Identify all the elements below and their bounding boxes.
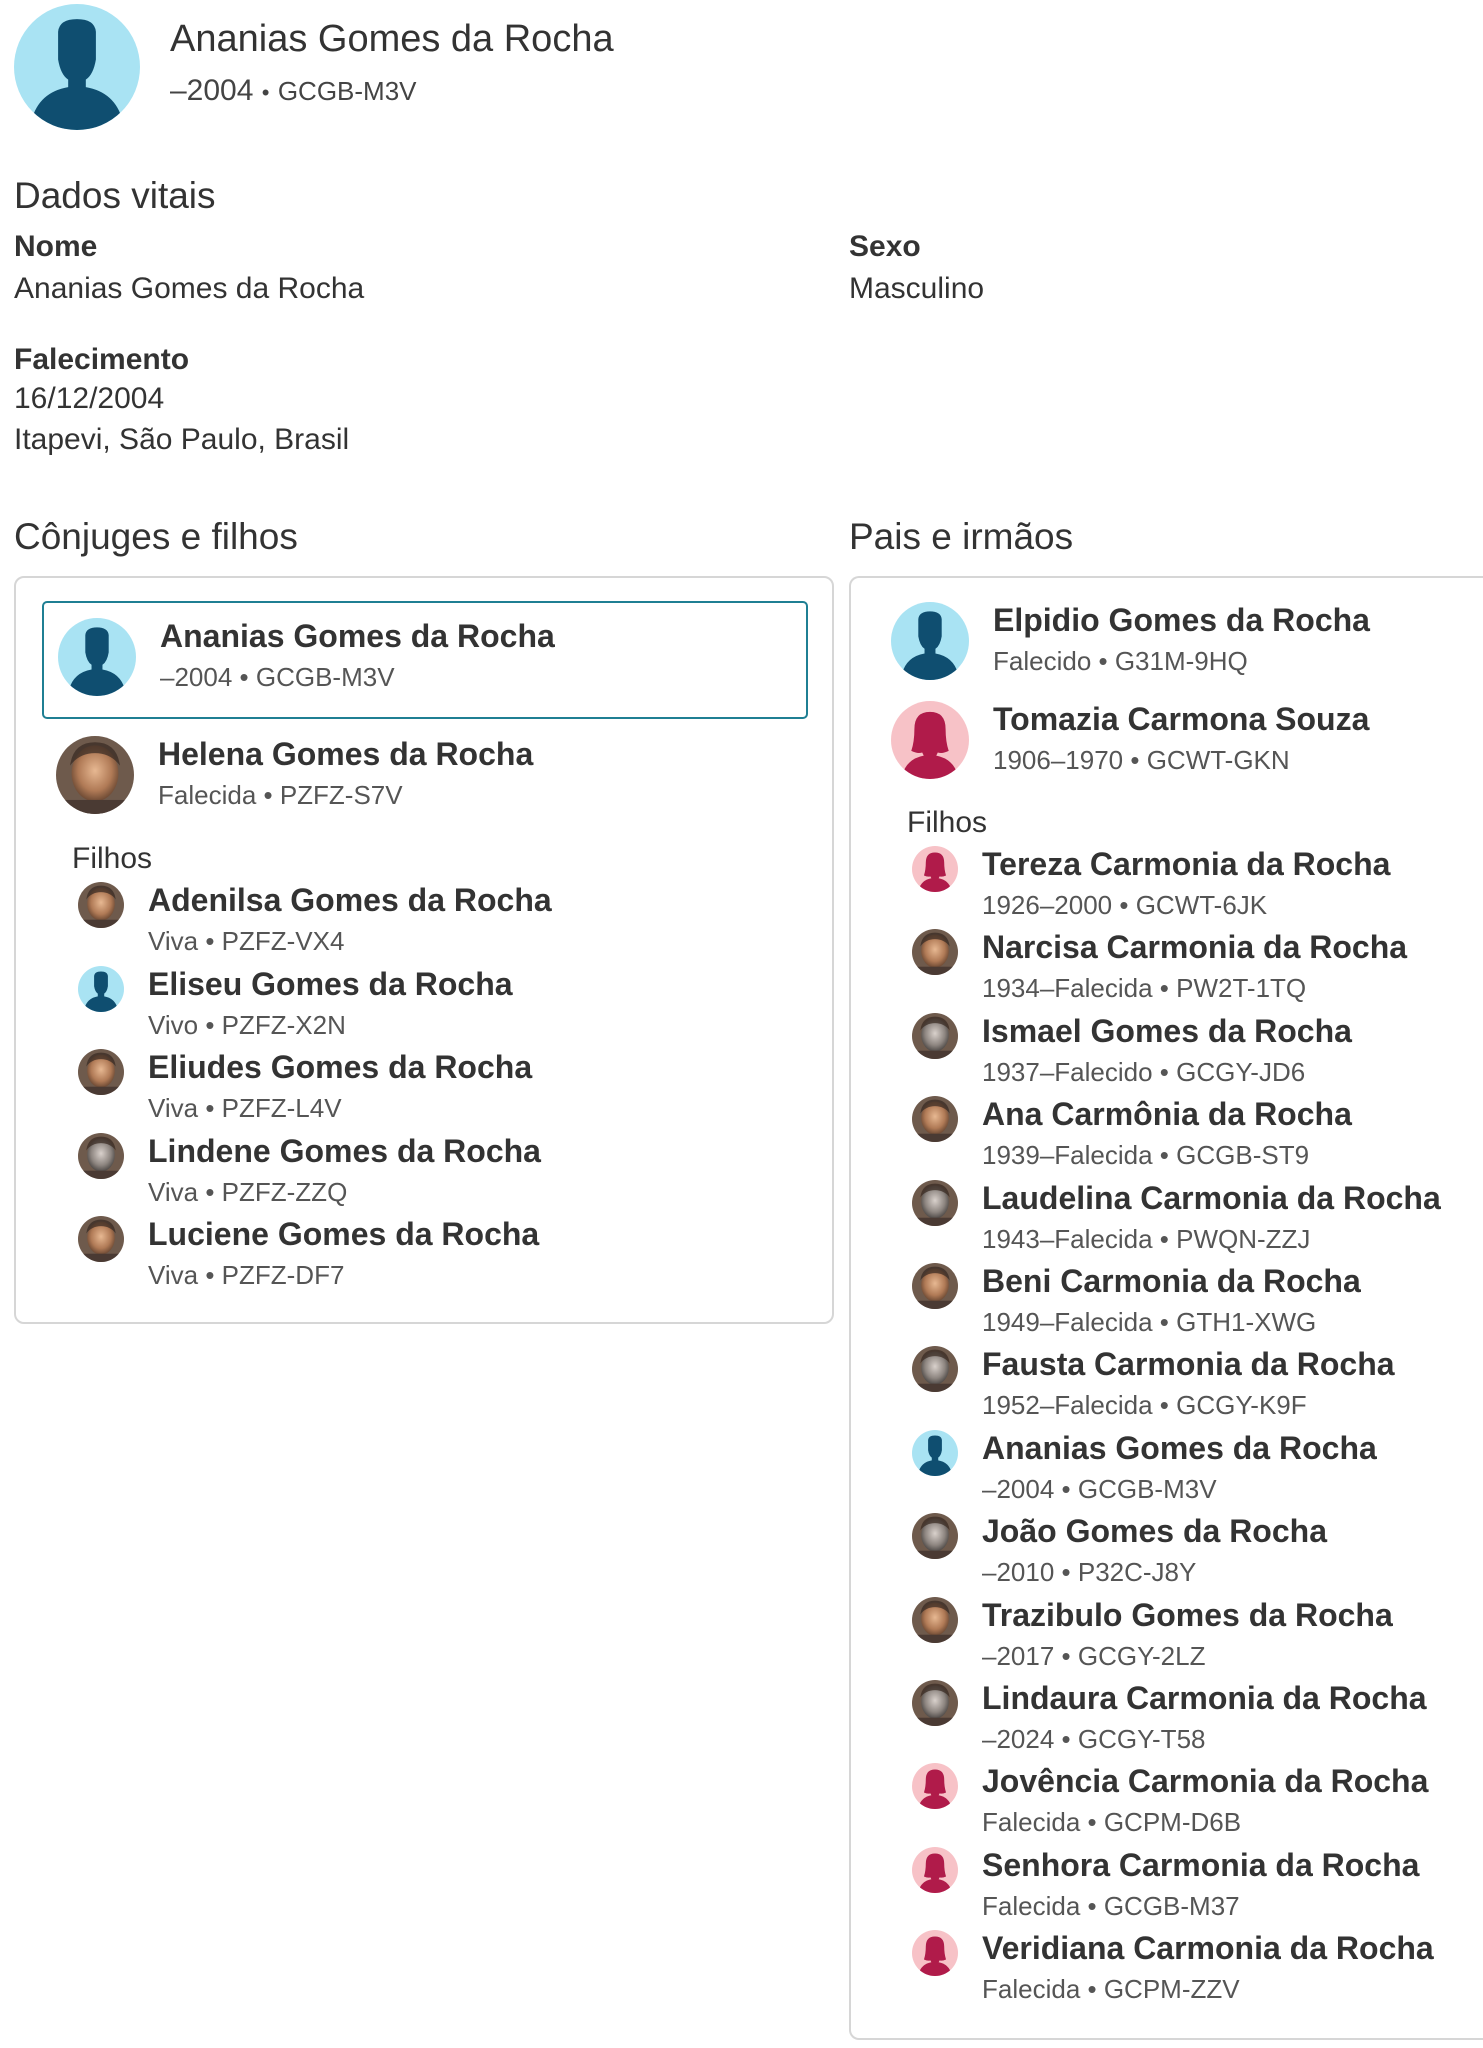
photo-avatar <box>78 1216 124 1262</box>
person-name[interactable]: Elpidio Gomes da Rocha <box>993 602 1370 638</box>
person-details: 1949–Falecida • GTH1-XWG <box>982 1307 1317 1337</box>
person-details: –2004 • GCGB-M3V <box>160 662 395 692</box>
person-name[interactable]: Trazibulo Gomes da Rocha <box>982 1596 1393 1633</box>
male-silhouette-icon <box>78 966 124 1012</box>
person-name[interactable]: Ananias Gomes da Rocha <box>982 1429 1377 1466</box>
female-silhouette-icon <box>912 1763 958 1809</box>
person-avatar <box>912 846 958 892</box>
person-name[interactable]: Eliudes Gomes da Rocha <box>148 1049 533 1085</box>
photo-avatar <box>56 736 134 814</box>
person-name[interactable]: Senhora Carmonia da Rocha <box>982 1846 1420 1883</box>
person-details: Falecida • PZFZ-S7V <box>158 780 403 810</box>
person-details: 1952–Falecida • GCGY-K9F <box>982 1390 1307 1421</box>
photo-avatar <box>78 882 124 928</box>
person-avatar <box>912 1930 958 1976</box>
person-avatar <box>58 618 136 696</box>
person-name[interactable]: Lindene Gomes da Rocha <box>148 1132 541 1169</box>
person-avatar <box>912 1513 958 1559</box>
person-avatar <box>78 1049 124 1095</box>
person-name[interactable]: Fausta Carmonia da Rocha <box>982 1346 1395 1383</box>
photo-avatar <box>912 1513 958 1559</box>
male-silhouette-icon <box>891 602 969 680</box>
person-avatar <box>78 1133 124 1179</box>
female-silhouette-icon <box>912 1930 958 1976</box>
male-silhouette-icon <box>912 1430 958 1476</box>
person-details: Viva • PZFZ-VX4 <box>148 926 345 956</box>
female-silhouette-icon <box>891 701 969 779</box>
person-name[interactable]: Helena Gomes da Rocha <box>158 736 534 772</box>
profile-subtitle <box>170 74 417 108</box>
death-place: Itapevi, São Paulo, Brasil <box>14 423 350 456</box>
person-details: –2004 • GCGB-M3V <box>982 1473 1217 1504</box>
person-details: Viva • PZFZ-ZZQ <box>148 1176 348 1207</box>
person-name[interactable]: Tomazia Carmona Souza <box>993 701 1370 737</box>
person-details: Falecida • GCPM-D6B <box>982 1807 1242 1838</box>
photo-avatar <box>78 1133 124 1179</box>
person-name[interactable]: Luciene Gomes da Rocha <box>148 1216 540 1252</box>
person-name[interactable]: Ismael Gomes da Rocha <box>982 1012 1352 1049</box>
person-details: Falecido • G31M-9HQ <box>993 646 1248 676</box>
female-silhouette-icon <box>912 1847 958 1893</box>
person-avatar <box>912 1013 958 1059</box>
person-details: Viva • PZFZ-DF7 <box>148 1260 345 1290</box>
person-avatar <box>912 1346 958 1392</box>
person-avatar <box>912 929 958 975</box>
person-avatar <box>912 1430 958 1476</box>
person-details: Falecida • GCGB-M37 <box>982 1890 1240 1921</box>
photo-avatar <box>912 1680 958 1726</box>
name-label: Nome <box>14 230 98 263</box>
person-details: 1939–Falecida • GCGB-ST9 <box>982 1140 1310 1171</box>
person-avatar <box>912 1847 958 1893</box>
photo-avatar <box>912 1013 958 1059</box>
parents-title: Pais e irmãos <box>849 516 1074 557</box>
siblings-label: Filhos <box>907 806 988 839</box>
name-value: Ananias Gomes da Rocha <box>14 272 365 305</box>
female-silhouette-icon <box>912 846 958 892</box>
person-avatar <box>78 1216 124 1262</box>
person-avatar <box>912 1763 958 1809</box>
person-avatar <box>56 736 134 814</box>
person-name[interactable]: Narcisa Carmonia da Rocha <box>982 929 1408 966</box>
person-name[interactable]: Eliseu Gomes da Rocha <box>148 965 513 1002</box>
person-name[interactable]: Veridiana Carmonia da Rocha <box>982 1930 1434 1967</box>
profile-years: –2004 <box>170 74 254 107</box>
vital-data-title: Dados vitais <box>14 175 216 216</box>
person-name[interactable]: Jovência Carmonia da Rocha <box>982 1763 1429 1800</box>
person-avatar <box>78 966 124 1012</box>
person-details: 1934–Falecida • PW2T-1TQ <box>982 973 1307 1004</box>
person-details: 1937–Falecido • GCGY-JD6 <box>982 1056 1306 1087</box>
person-details: 1943–Falecida • PWQN-ZZJ <box>982 1223 1311 1254</box>
photo-avatar <box>912 1263 958 1309</box>
person-name[interactable]: João Gomes da Rocha <box>982 1513 1327 1550</box>
spouses-title: Cônjuges e filhos <box>14 516 298 557</box>
person-details: –2024 • GCGY-T58 <box>982 1724 1206 1754</box>
photo-avatar <box>912 1096 958 1142</box>
person-avatar <box>912 1597 958 1643</box>
person-name[interactable]: Tereza Carmonia da Rocha <box>982 846 1391 882</box>
person-name[interactable]: Lindaura Carmonia da Rocha <box>982 1680 1427 1716</box>
person-details: Viva • PZFZ-L4V <box>148 1093 342 1123</box>
person-details: 1926–2000 • GCWT-6JK <box>982 890 1268 920</box>
photo-avatar <box>912 1346 958 1392</box>
male-silhouette-icon <box>58 618 136 696</box>
profile-id: GCGB-M3V <box>277 76 417 106</box>
person-details: 1906–1970 • GCWT-GKN <box>993 745 1290 775</box>
person-avatar <box>891 701 969 779</box>
person-name[interactable]: Ana Carmônia da Rocha <box>982 1096 1352 1133</box>
person-avatar <box>912 1096 958 1142</box>
death-label: Falecimento <box>14 343 190 376</box>
person-avatar <box>891 602 969 680</box>
separator-dot: • <box>261 80 270 105</box>
person-avatar <box>912 1680 958 1726</box>
person-details: Vivo • PZFZ-X2N <box>148 1009 346 1040</box>
photo-avatar <box>912 929 958 975</box>
person-avatar <box>912 1263 958 1309</box>
person-details: –2010 • P32C-J8Y <box>982 1557 1197 1588</box>
person-details: –2017 • GCGY-2LZ <box>982 1640 1206 1671</box>
person-name[interactable]: Adenilsa Gomes da Rocha <box>148 882 552 918</box>
person-avatar <box>78 882 124 928</box>
photo-avatar <box>912 1597 958 1643</box>
profile-avatar <box>14 4 140 130</box>
children-label: Filhos <box>72 842 153 875</box>
sex-label: Sexo <box>849 230 921 263</box>
profile-name: Ananias Gomes da Rocha <box>170 18 614 60</box>
person-name[interactable]: Laudelina Carmonia da Rocha <box>982 1179 1441 1216</box>
male-silhouette-icon <box>14 4 140 130</box>
person-name[interactable]: Beni Carmonia da Rocha <box>982 1263 1361 1299</box>
person-avatar <box>912 1180 958 1226</box>
photo-avatar <box>912 1180 958 1226</box>
death-date: 16/12/2004 <box>14 382 165 415</box>
person-name[interactable]: Ananias Gomes da Rocha <box>160 618 555 654</box>
sex-value: Masculino <box>849 272 985 305</box>
person-details: Falecida • GCPM-ZZV <box>982 1974 1240 2005</box>
photo-avatar <box>78 1049 124 1095</box>
